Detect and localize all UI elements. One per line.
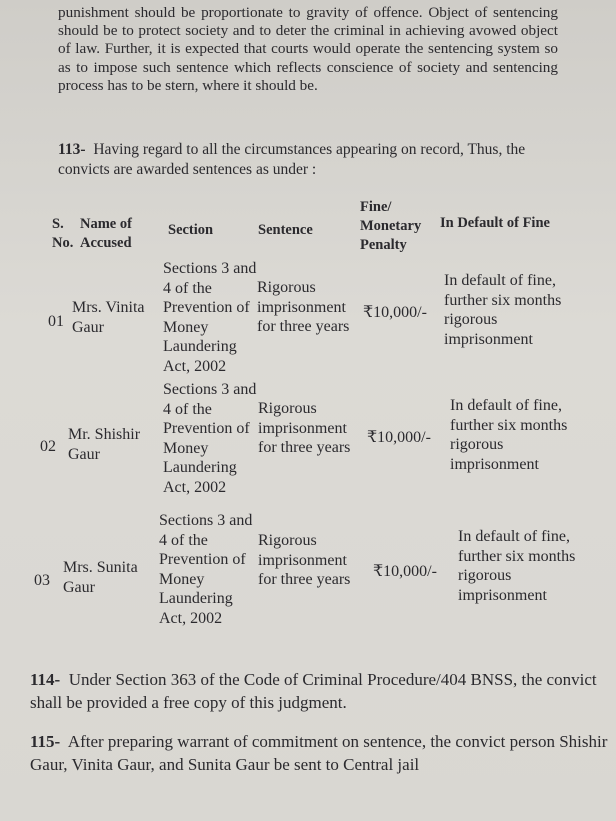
- paragraph-text: After preparing warrant of commitment on sentence, the convict person Shishir Gaur, Vinita Gaur, and Sunita Gaur be sent to Central jail: [30, 732, 608, 774]
- sentence-text: Rigorous imprisonment for three years: [258, 400, 351, 456]
- header-sentence: Sentence: [258, 222, 313, 238]
- default-text: In default of fine, further six months rigorous imprisonment: [444, 272, 562, 348]
- row-number: 01: [48, 313, 64, 330]
- sentence-text: Rigorous imprisonment for three years: [257, 279, 350, 335]
- row-number: 03: [34, 572, 50, 589]
- section-text: Sections 3 and 4 of the Prevention of Money Laundering Act, 2002: [163, 260, 257, 375]
- paragraph-sentencing-principles: punishment should be proportionate to gravity of offence. Object of sentencing should be to protect society and to deter the criminal in achieving avowed object of law. Further, it is expected that courts would operate the sentencing system so as to impose such sentence which reflects conscience of society and sentencing process has to be stern, where it should be.: [58, 4, 558, 94]
- section-text: Sections 3 and 4 of the Prevention of Money Laundering Act, 2002: [163, 381, 257, 496]
- paragraph-text: Having regard to all the circumstances appearing on record, Thus, the convicts are awarded sentences as under :: [58, 141, 526, 178]
- paragraph-number: 114-: [30, 670, 61, 689]
- header-fine: Fine/ Monetary Penalty: [360, 199, 422, 253]
- fine-amount: ₹10,000/-: [363, 304, 427, 321]
- row-number: 02: [40, 438, 56, 455]
- paragraph-number: 113-: [58, 141, 86, 158]
- fine-amount: ₹10,000/-: [373, 563, 437, 580]
- header-name: Name of Accused: [80, 216, 132, 251]
- default-text: In default of fine, further six months rigorous imprisonment: [458, 528, 576, 604]
- header-section: Section: [168, 222, 214, 238]
- section-text: Sections 3 and 4 of the Prevention of Money Laundering Act, 2002: [159, 512, 253, 627]
- default-text: In default of fine, further six months rigorous imprisonment: [450, 397, 568, 473]
- paragraph-115: [30, 730, 616, 776]
- header-sno: S. No.: [52, 216, 74, 251]
- fine-amount: ₹10,000/-: [367, 429, 431, 446]
- header-default: In Default of Fine: [440, 215, 550, 231]
- accused-name: Mrs. Vinita Gaur: [72, 299, 145, 336]
- paragraph-number: 115-: [30, 732, 61, 751]
- paragraph-113: [58, 140, 558, 180]
- accused-name: Mr. Shishir Gaur: [68, 426, 141, 463]
- paragraph-114: [30, 668, 610, 714]
- accused-name: Mrs. Sunita Gaur: [63, 559, 138, 596]
- paragraph-text: Under Section 363 of the Code of Criminal Procedure/404 BNSS, the convict shall be provided a free copy of this judgment.: [30, 670, 597, 712]
- sentence-text: Rigorous imprisonment for three years: [258, 532, 351, 588]
